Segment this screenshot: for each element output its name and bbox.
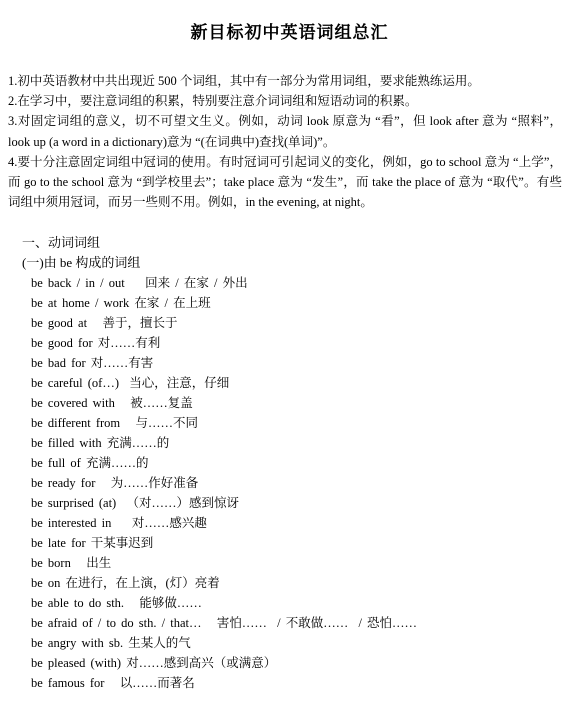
intro-note: 3.对固定词组的意义，切不可望文生义。例如，动词 look 原意为 “看”，但 look after 意为 “照料”，look up (a word in a dictionary)意为 “(在词典中)查找(单词)”。 (8, 114, 562, 149)
phrase-item: be afraid of / to do sth. / that… 害怕…… / 不敢做…… / 恐怕…… (31, 616, 418, 630)
phrase-item: be interested in 对……感兴趣 (31, 516, 207, 530)
intro-notes (8, 71, 562, 212)
phrase-item: be bad for 对……有害 (31, 356, 154, 370)
section-heading: 一、动词词组 (22, 235, 101, 250)
phrase-item: be different from 与……不同 (31, 416, 199, 430)
sub-heading: (一)由 be 构成的词组 (22, 255, 141, 270)
phrase-item: be born 出生 (31, 556, 112, 570)
phrase-item: be pleased (with) 对……感到高兴（或满意） (31, 656, 277, 670)
phrase-item: be good for 对……有利 (31, 336, 161, 350)
intro-note: 1.初中英语教材中共出现近 500 个词组，其中有一部分为常用词组，要求能熟练运用。 (8, 74, 480, 88)
intro-note: 2.在学习中，要注意词组的积累，特别要注意介词词组和短语动词的积累。 (8, 94, 418, 109)
phrase-item: be covered with 被……复盖 (31, 396, 193, 410)
phrase-item: be on 在进行，在上演，(灯）亮着 (31, 576, 220, 590)
document-title: 新目标初中英语词组总汇 (190, 23, 389, 43)
phrase-item: be able to do sth. 能够做…… (31, 596, 202, 610)
intro-note: 4.要十分注意固定词组中冠词的使用。有时冠词可引起词义的变化，例如，go to school 意为 “上学”，而 go to the school 意为 “到学校里去”；take place 意为 “发生”，而 take the place of 意为 “取代”。有些词组中须用冠词，而另一些则不用。例如，in the evening, at night。 (8, 154, 562, 210)
phrase-item: be famous for 以……而著名 (31, 676, 195, 690)
phrase-item: be ready for 为……作好准备 (31, 476, 199, 490)
phrase-item: be angry with sb. 生某人的气 (31, 636, 191, 650)
phrase-item: be full of 充满……的 (31, 456, 149, 470)
phrase-item: be filled with 充满……的 (31, 436, 170, 450)
phrase-item: be good at 善于，擅长于 (31, 316, 178, 330)
phrase-item: be late for 干某事迟到 (31, 536, 154, 550)
phrase-item: be at home / work 在家 / 在上班 (31, 296, 211, 310)
phrase-list (31, 273, 417, 693)
phrase-item: be surprised (at) （对……）感到惊讶 (31, 496, 239, 510)
phrase-item: be careful (of…) 当心，注意，仔细 (31, 376, 230, 390)
phrase-item: be back / in / out 回来 / 在家 / 外出 (31, 276, 248, 290)
